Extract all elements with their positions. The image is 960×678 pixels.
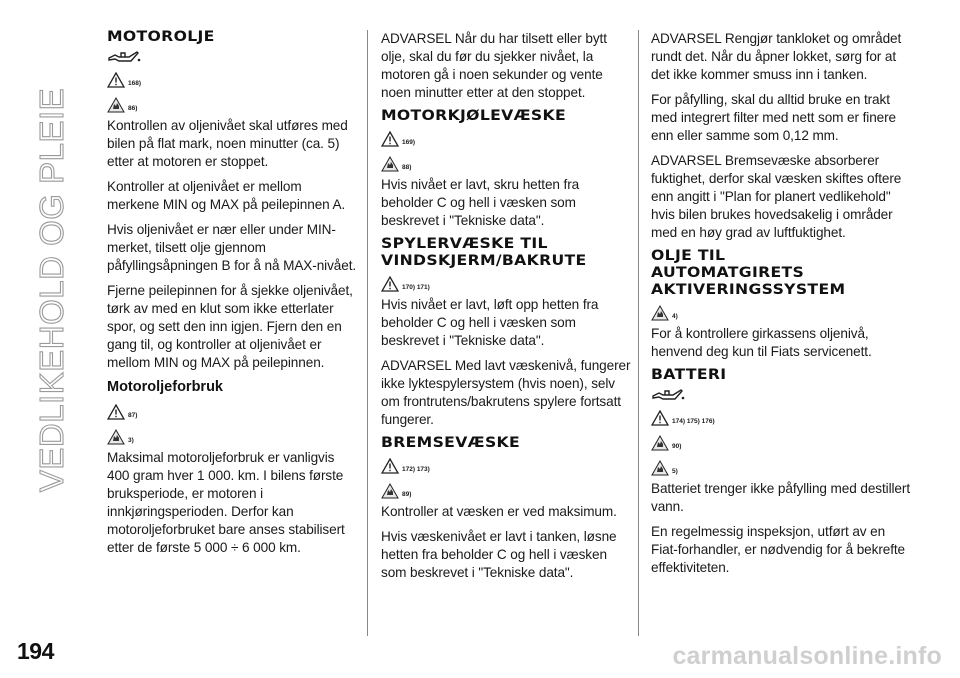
environment-hand-icon	[381, 156, 399, 172]
reference-number: 88)	[402, 164, 412, 171]
oil-can-icon	[107, 47, 141, 65]
reference-number: 169)	[402, 139, 416, 146]
note-reference	[651, 300, 913, 325]
column-3	[651, 30, 913, 584]
subheading-oil-consumption: Motoroljeforbruk	[107, 379, 223, 395]
paragraph: Maksimal motoroljeforbruk er vanligvis 400 gram hver 1 000. km. I bilens første bruksperiode, er motoren i innkjøringsperioden. Derfor kan motoroljeforbruket bare anses stabilisert etter de første 5 000 ÷ 6 000 km.	[107, 450, 345, 555]
reference-number: 89)	[402, 491, 412, 498]
reference-number: 172) 173)	[402, 466, 430, 473]
column-divider	[367, 30, 368, 636]
page-number: 194	[17, 638, 54, 664]
paragraph: For å kontrollere girkassens oljenivå, henvend deg kun til Fiats servicenett.	[651, 326, 872, 359]
heading-transmission-oil-line3: AKTIVERINGSSYSTEM	[651, 282, 846, 298]
note-reference	[107, 92, 357, 117]
environment-hand-icon	[381, 483, 399, 499]
paragraph: Hvis nivået er lavt, skru hetten fra beholder C og hell i væsken som beskrevet i "Tekniske data".	[381, 177, 580, 228]
note-reference	[381, 151, 631, 176]
paragraph: ADVARSEL Med lavt væskenivå, fungerer ikke lyktespylersystem (hvis noen), selv om frontrutens/bakrutens spylere fortsatt fungerer.	[381, 358, 631, 427]
reference-number: 4)	[672, 313, 678, 320]
reference-number: 3)	[128, 437, 134, 444]
warning-reference	[107, 399, 357, 424]
heading-brake-fluid: BREMSEVÆSKE	[381, 435, 521, 451]
note-reference	[381, 478, 631, 503]
paragraph: ADVARSEL Rengjør tankloket og området rundt det. Når du åpner lokket, sørg for at det ikke kommer smuss inn i tanken.	[651, 31, 902, 82]
heading-washer-fluid-line2: VINDSKJERM/BAKRUTE	[381, 253, 587, 269]
reference-number: 86)	[128, 105, 138, 112]
reference-number: 174) 175) 176)	[672, 418, 715, 425]
paragraph: Hvis nivået er lavt, løft opp hetten fra beholder C og hell i væsken som beskrevet i "Tekniske data".	[381, 297, 599, 348]
warning-reference	[381, 453, 631, 478]
warning-triangle-icon	[381, 458, 399, 474]
reference-number: 90)	[672, 443, 682, 450]
heading-coolant: MOTORKJØLEVÆSKE	[381, 108, 566, 124]
paragraph: Kontroller at væsken er ved maksimum.	[381, 504, 617, 519]
paragraph: Kontroller at oljenivået er mellom merkene MIN og MAX på peilepinnen A.	[107, 179, 346, 212]
warning-reference	[651, 405, 913, 430]
warning-reference	[381, 126, 631, 151]
warning-triangle-icon	[107, 404, 125, 420]
warning-triangle-icon	[651, 410, 669, 426]
reference-number: 168)	[128, 80, 142, 87]
paragraph: En regelmessig inspeksjon, utført av en Fiat-forhandler, er nødvendig for å bekrefte effektiviteten.	[651, 524, 906, 575]
reference-number: 87)	[128, 412, 138, 419]
paragraph: ADVARSEL Når du har tilsett eller bytt olje, skal du før du sjekker nivået, la motoren gå i noen sekunder og vente noen minutter etter at den stoppet.	[381, 31, 607, 100]
paragraph: Fjerne peilepinnen for å sjekke oljenivået, tørk av med en klut som ikke etterlater spor, og sett den inn igjen. Fjern den en gang til, og kontroller at oljenivået er mellom MIN og MAX på peilepinnen.	[107, 283, 353, 370]
note-reference	[651, 455, 913, 480]
environment-hand-icon	[651, 460, 669, 476]
warning-triangle-icon	[381, 276, 399, 292]
column-1	[107, 30, 357, 564]
paragraph: Kontrollen av oljenivået skal utføres med bilen på flat mark, noen minutter (ca. 5) etter at motoren er stoppet.	[107, 118, 348, 169]
heading-transmission-oil-line2: AUTOMATGIRETS	[651, 265, 805, 281]
environment-hand-icon	[107, 97, 125, 113]
environment-hand-icon	[651, 305, 669, 321]
paragraph: ADVARSEL Bremsevæske absorberer fuktighet, derfor skal væsken skiftes oftere enn angitt i "Plan for planert vedlikehold" hvis bilen brukes hovedsakelig i områder med en høy grad av luftfuktighet.	[651, 153, 902, 240]
reference-number: 170) 171)	[402, 284, 430, 291]
warning-reference	[381, 271, 631, 296]
watermark: carmanualsonline.info	[672, 642, 942, 670]
heading-transmission-oil-line1: OLJE TIL	[651, 248, 726, 264]
heading-washer-fluid-line1: SPYLERVÆSKE TIL	[381, 236, 548, 252]
heading-battery: BATTERI	[651, 367, 727, 383]
warning-triangle-icon	[381, 131, 399, 147]
warning-reference	[107, 67, 357, 92]
paragraph: Batteriet trenger ikke påfylling med destillert vann.	[651, 481, 910, 514]
paragraph: For påfylling, skal du alltid bruke en trakt med integrert filter med nett som er finere enn eller samme som 0,12 mm.	[651, 92, 897, 143]
oil-can-icon	[651, 385, 685, 403]
section-side-title: VEDLIKEHOLD OG PLEIE	[33, 87, 70, 493]
reference-number: 5)	[672, 468, 678, 475]
note-reference	[107, 424, 357, 449]
column-2	[381, 30, 631, 589]
paragraph: Hvis oljenivået er nær eller under MIN-merket, tilsett olje gjennom påfyllingsåpningen B for å nå MAX-nivået.	[107, 222, 357, 273]
environment-hand-icon	[651, 435, 669, 451]
heading-motorolje: MOTOROLJE	[107, 29, 215, 45]
paragraph: Hvis væskenivået er lavt i tanken, løsne hetten fra beholder C og hell i væsken som beskrevet i "Tekniske data".	[381, 529, 617, 580]
note-reference	[651, 430, 913, 455]
warning-triangle-icon	[107, 72, 125, 88]
environment-hand-icon	[107, 429, 125, 445]
